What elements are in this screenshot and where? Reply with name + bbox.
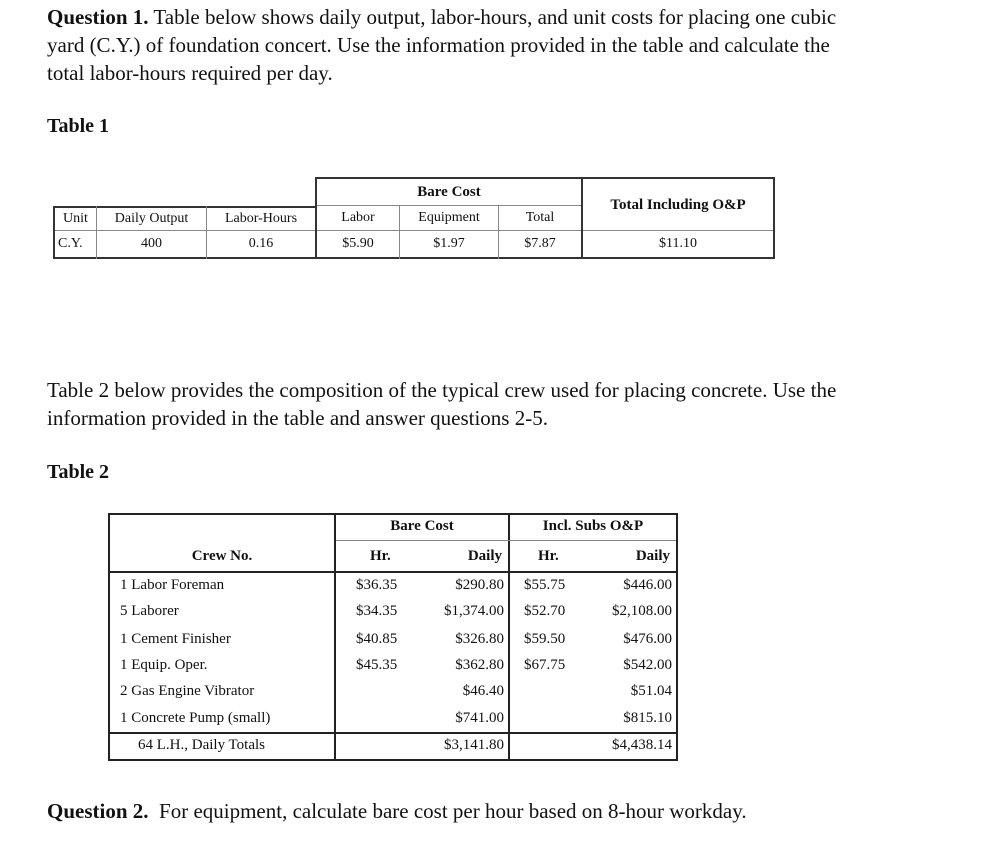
- question-2-label: Question 2.: [47, 799, 149, 823]
- col-header-daily-output: Daily Output: [114, 210, 189, 226]
- question-1-label: Question 1.: [47, 5, 149, 29]
- col-header-labor: Labor: [341, 210, 375, 225]
- crew-no-header: Crew No.: [191, 548, 253, 564]
- incl-subs-header: Incl. Subs O&P: [542, 518, 644, 534]
- cell-unit: C.Y.: [58, 236, 83, 251]
- bare-hr-header: Hr.: [370, 548, 391, 564]
- col-header-equipment: Equipment: [418, 210, 480, 225]
- table-2: Bare Cost Incl. Subs O&P Crew No. Hr. Daily Hr. Daily 1 Labor Foreman $36.35 $290.80 $55.75 $446.00 5 Laborer $34.35 $1,374.00 $52.70 $2,108.00 1 Cement Finisher $40.85 $326.80 $59.50 $476.00 1 Equip. Oper. $45.35 $362.80 $67.75 $542.00 2 Gas Engine Vibrator $46.40 $51.04 1 Concrete Pump (small) $741.00 $815.10 64 L.H., Daily Totals $3,141.80 $4,438.14: [108, 513, 678, 761]
- cell-equipment: $1.97: [433, 236, 465, 251]
- bare-cost-header: Bare Cost: [390, 518, 454, 534]
- incl-hr-header: Hr.: [538, 548, 559, 564]
- cell-total: $7.87: [524, 236, 556, 251]
- table-2-intro: Table 2 below provides the composition of the typical crew used for placing concrete. Use the information provided in the table and answer questions 2-5.: [47, 378, 837, 430]
- question-1-text: Question 1. Table below shows daily output, labor-hours, and unit costs for placing one cubic yard (C.Y.) of foundation concert. Use the information provided in the table and calculate the total labor-hours required per day.: [47, 5, 837, 85]
- col-header-total: Total: [525, 210, 555, 225]
- cell-daily-output: 400: [141, 236, 162, 251]
- cell-total-op: $11.10: [659, 236, 697, 251]
- bare-cost-header: Bare Cost: [417, 183, 481, 200]
- cell-labor: $5.90: [342, 236, 374, 251]
- question-2-text: Question 2. For equipment, calculate bare cost per hour based on 8-hour workday.: [47, 799, 747, 823]
- bare-daily-header: Daily: [467, 548, 502, 564]
- table-1-title: Table 1: [47, 115, 110, 137]
- table-2-title: Table 2: [47, 461, 110, 483]
- total-op-header: Total Including O&P: [610, 196, 746, 213]
- incl-daily-header: Daily: [635, 548, 670, 564]
- cell-labor-hours: 0.16: [248, 236, 274, 251]
- col-header-labor-hours: Labor-Hours: [224, 210, 298, 226]
- col-header-unit: Unit: [63, 210, 88, 226]
- table-1: [53, 177, 775, 259]
